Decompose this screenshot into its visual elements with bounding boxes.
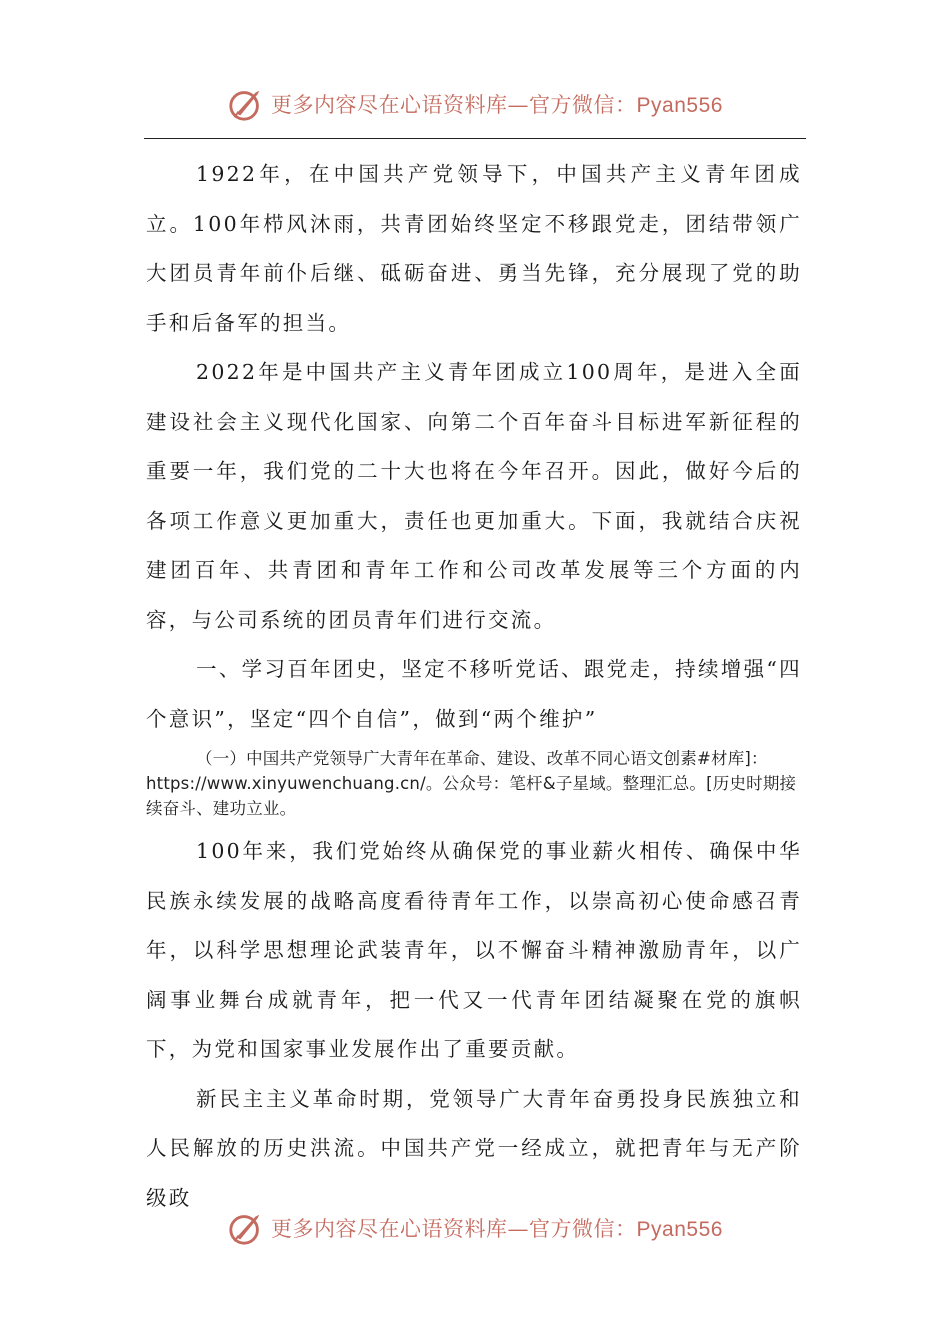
paragraph: 1922年，在中国共产党领导下，中国共产主义青年团成立。100年栉风沐雨，共青团始终坚定不移跟党走，团结带领广大团员青年前仆后继、砥砺奋进、勇当先锋，充分展现了党的助手和后备军的担当。 [146, 162, 802, 335]
header-banner [0, 82, 950, 126]
paragraph: 100年来，我们党始终从确保党的事业薪火相传、确保中华民族永续发展的战略高度看待青年工作，以崇高初心使命感召青年，以科学思想理论武装青年，以不懈奋斗精神激励青年，以广阔事业舞台成就青年，把一代又一代青年团结凝聚在党的旗帜下，为党和国家事业发展作出了重要贡献。 [146, 839, 802, 1061]
section-heading: 一、学习百年团史，坚定不移听党话、跟党走，持续增强“四个意识”，坚定“四个自信”，做到“两个维护” [146, 657, 802, 731]
header-banner-text: 更多内容尽在心语资料库—官方微信：Pyan556 [271, 93, 723, 117]
footer-banner [0, 1206, 950, 1250]
header-divider [144, 138, 806, 139]
paragraph: 2022年是中国共产主义青年团成立100周年，是进入全面建设社会主义现代化国家、向第二个百年奋斗目标进军新征程的重要一年，我们党的二十大也将在今年召开。因此，做好今后的各项工作意义更加重大，责任也更加重大。下面，我就结合庆祝建团百年、共青团和青年工作和公司改革发展等三个方面的内容，与公司系统的团员青年们进行交流。 [146, 360, 802, 632]
subheading-with-watermark: （一）中国共产党领导广大青年在革命、建设、改革不同心语文创素#材库]：https://www.xinyuwenchuang.cn/。公众号：笔杆&子星域。整理汇总。[历史时期接续奋斗、建功立业。 [146, 749, 797, 818]
document-body [146, 150, 802, 1223]
footer-banner-text: 更多内容尽在心语资料库—官方微信：Pyan556 [271, 1217, 723, 1241]
quill-logo-icon [227, 1209, 265, 1247]
quill-logo-icon [227, 85, 265, 123]
header-wechat-id: Pyan556 [636, 94, 723, 117]
footer-wechat-id: Pyan556 [636, 1218, 723, 1241]
paragraph: 新民主主义革命时期，党领导广大青年奋勇投身民族独立和人民解放的历史洪流。中国共产党一经成立，就把青年与无产阶级政 [146, 1086, 802, 1210]
